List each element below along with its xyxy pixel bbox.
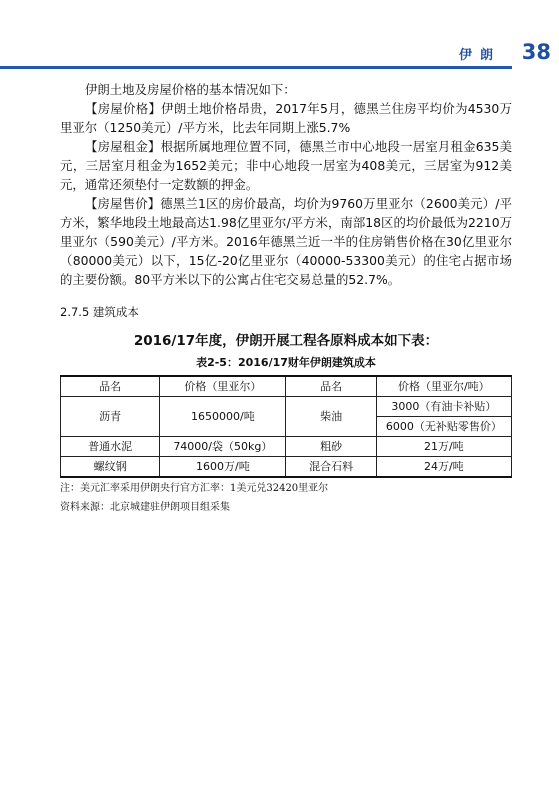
header-rule <box>0 66 512 69</box>
table-cell: 沥青 <box>61 397 160 437</box>
exchange-rate-note: 注：美元汇率采用伊朗央行官方汇率：1美元兑32420里亚尔 <box>60 483 329 494</box>
source-note: 资料来源：北京城建驻伊朗项目组采集 <box>60 502 230 513</box>
table-intro: 2016/17年度，伊朗开展工程各原料成本如下表： <box>133 333 439 349</box>
header-item-1: 品名 <box>61 376 160 397</box>
header-price-1: 价格（里亚尔） <box>160 376 286 397</box>
table-cell: 21万/吨 <box>376 437 511 457</box>
header-item-2: 品名 <box>286 376 376 397</box>
table-header-row <box>61 376 512 397</box>
country-label: 伊朗 <box>458 48 501 63</box>
table-row <box>61 457 512 478</box>
table-row <box>61 437 512 457</box>
table-caption: 表2-5：2016/17财年伊朗建筑成本 <box>196 356 376 369</box>
table-cell: 螺纹钢 <box>61 457 160 478</box>
housing-sale-paragraph: 【房屋售价】德黑兰1区的房价最高，均价为9760万里亚尔（2600美元）/平方米，繁华地段土地最高达1.98亿里亚尔/平方米，南部18区的均价最低为2210万里亚尔（590美元）/平方米。2016年德黑兰近一半的住房销售价格在30亿里亚尔（80000美元）以下，15亿-20亿里亚尔（40000-53300美元）的住宅占据市场的主要份额。80平方米以下的公寓占住宅交易总量的52.7%。 <box>60 196 512 287</box>
table-cell: 6000（无补贴零售价） <box>376 417 511 437</box>
housing-price-paragraph: 【房屋价格】伊朗土地价格昂贵，2017年5月，德黑兰住房平均价为4530万里亚尔（1250美元）/平方米，比去年同期上涨5.7% <box>60 101 512 135</box>
table-cell: 普通水泥 <box>61 437 160 457</box>
section-heading: 2.7.5 建筑成本 <box>60 305 139 319</box>
table-row <box>61 397 512 417</box>
construction-cost-table <box>60 375 512 478</box>
table-cell: 粗砂 <box>286 437 376 457</box>
header-price-2: 价格（里亚尔/吨） <box>376 376 511 397</box>
page-number: 38 <box>521 40 551 64</box>
table-cell: 1600万/吨 <box>160 457 286 478</box>
main-content <box>60 80 512 516</box>
table-cell: 3000（有油卡补贴） <box>376 397 511 417</box>
housing-rent-paragraph: 【房屋租金】根据所属地理位置不同，德黑兰市中心地段一居室月租金635美元，三居室月租金为1652美元；非中心地段一居室为408美元，三居室为912美元，通常还须垫付一定数额的押金。 <box>60 139 512 192</box>
intro-paragraph: 伊朗土地及房屋价格的基本情况如下： <box>85 82 296 97</box>
table-cell: 柴油 <box>286 397 376 437</box>
table-cell: 24万/吨 <box>376 457 511 478</box>
table-cell: 1650000/吨 <box>160 397 286 437</box>
page-header <box>0 0 559 80</box>
table-cell: 74000/袋（50kg） <box>160 437 286 457</box>
table-cell: 混合石料 <box>286 457 376 478</box>
